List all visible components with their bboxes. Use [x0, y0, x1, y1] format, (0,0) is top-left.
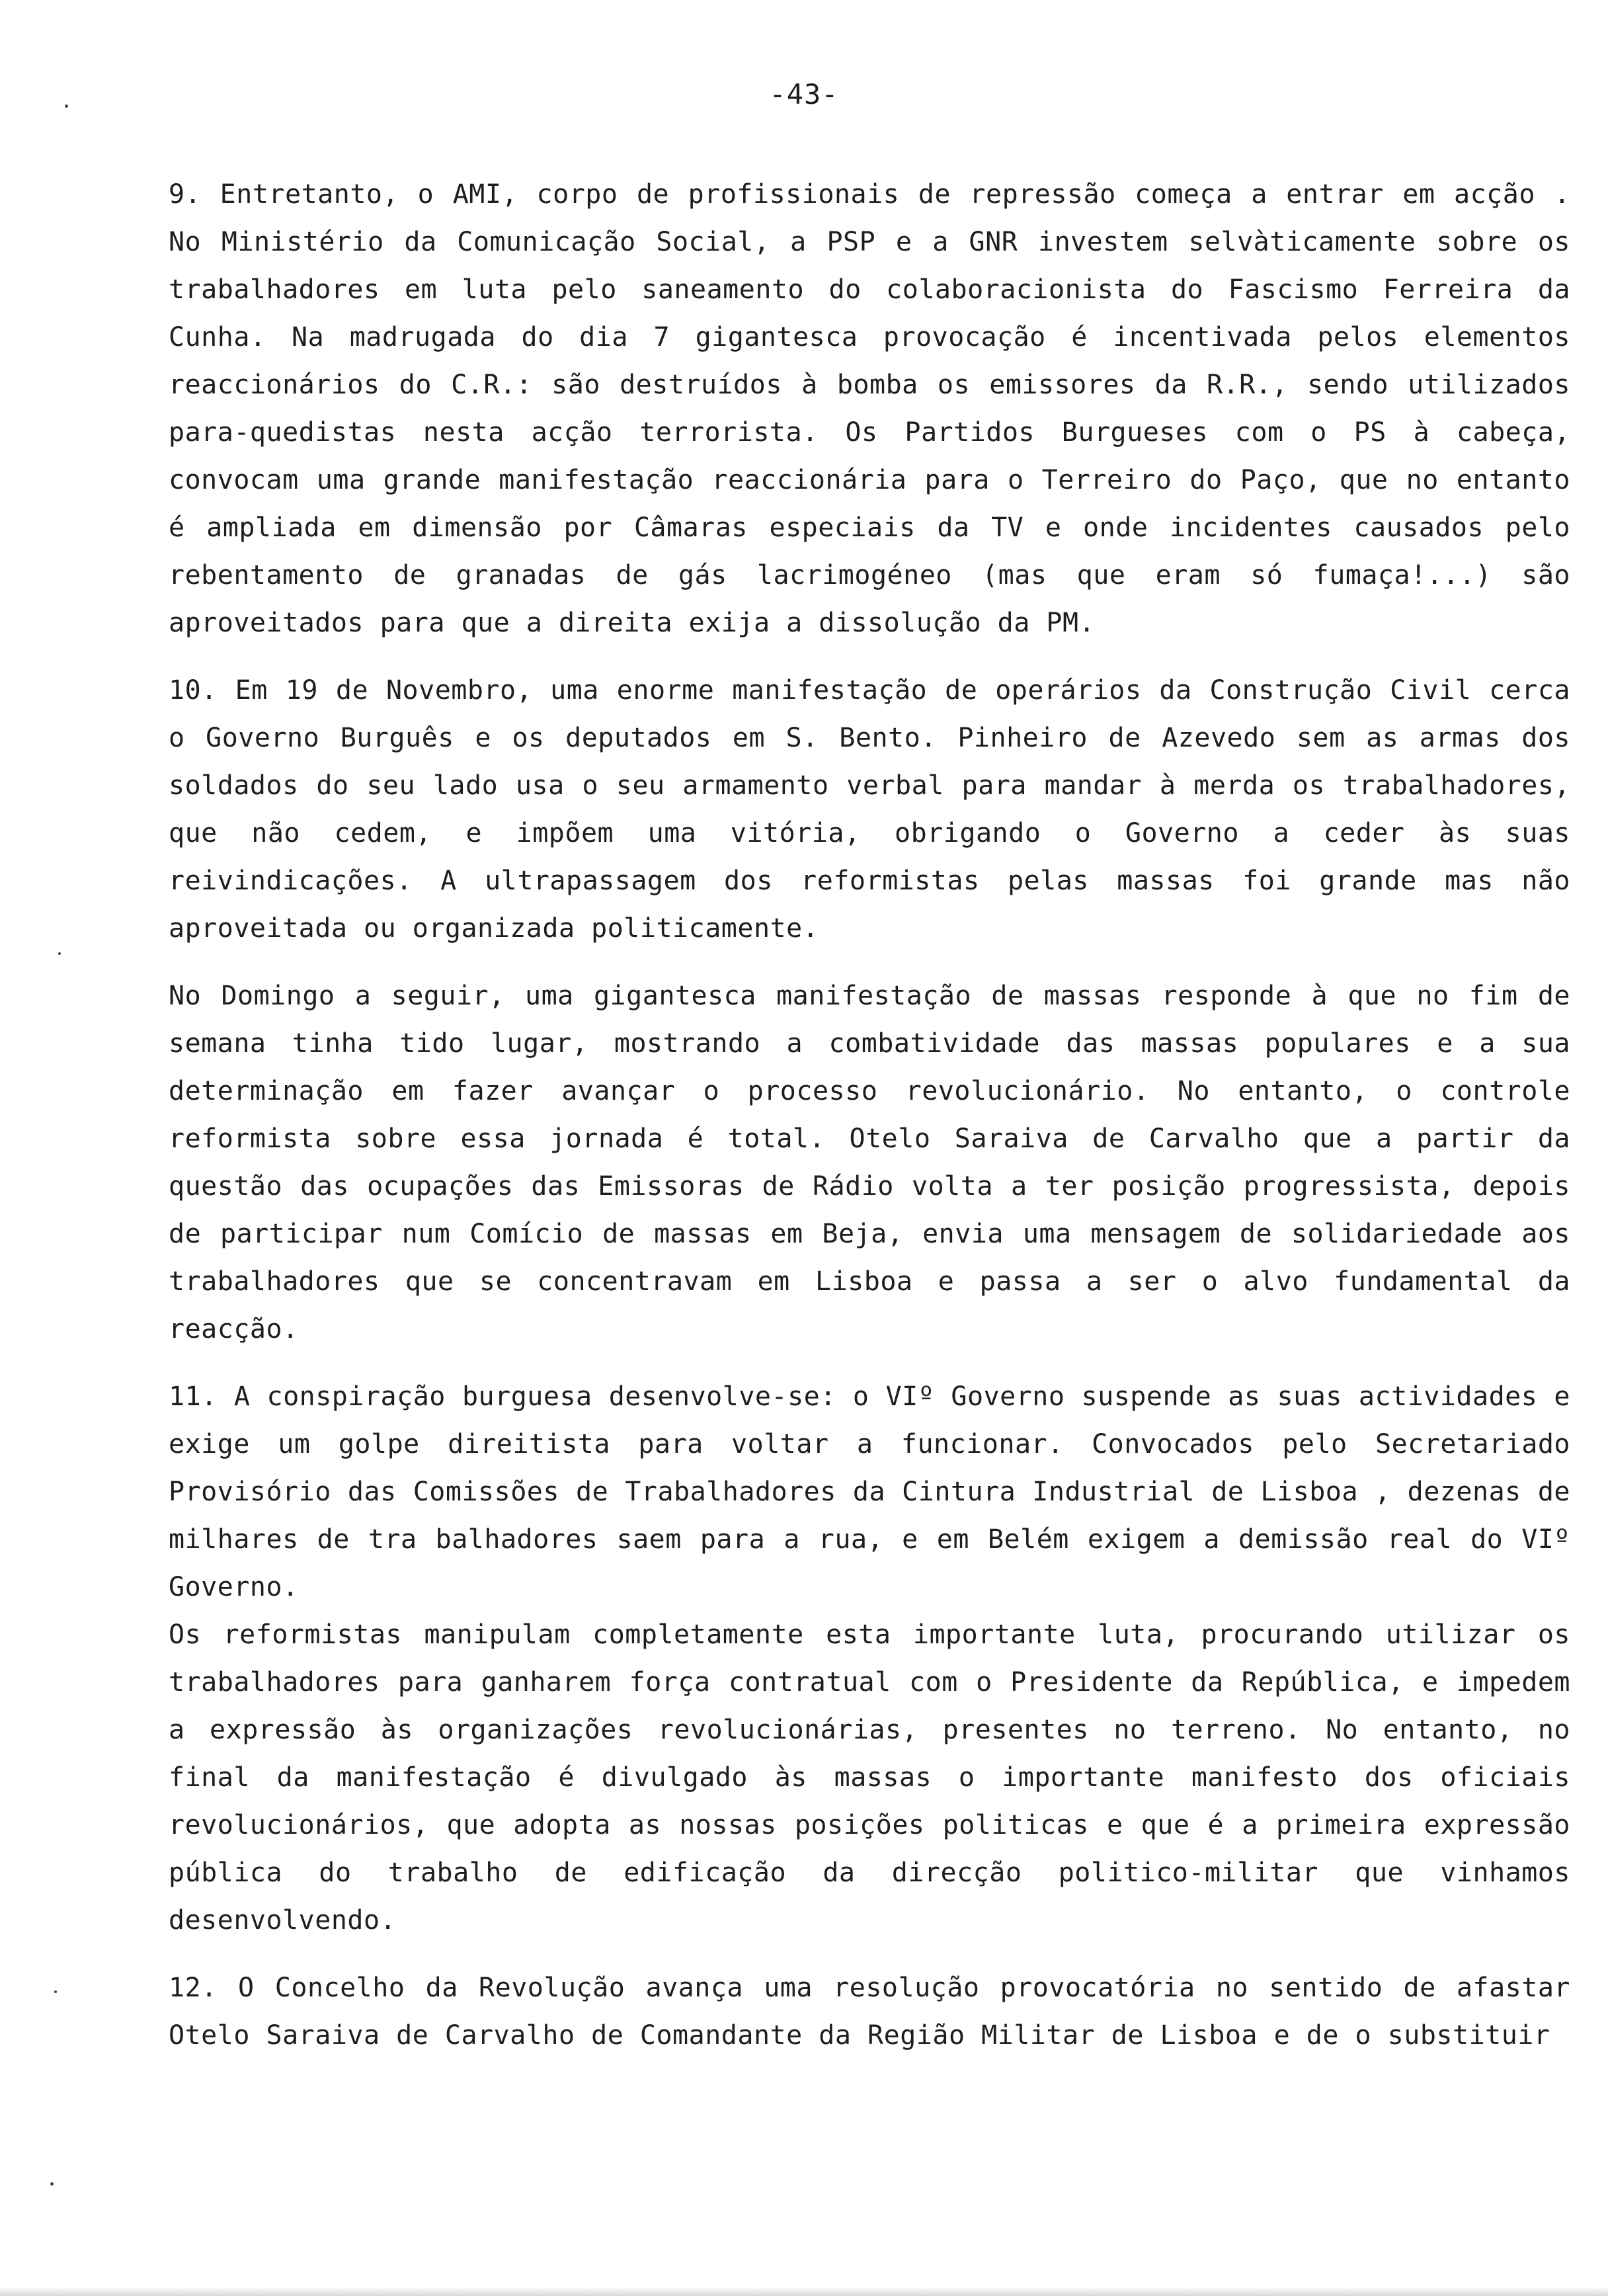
paragraph-11: 11. A conspiração burguesa desenvolve-se: o VIº Governo suspende as suas actividades e exige um golpe direitista para voltar a funcionar. Convocados pelo Secretariado Provisório das Comissões de Trabalhadores da Cintura Industrial de Lisboa , dezenas de milhares de tra balhadores saem para a rua, e em Belém exigem a demissão real do VIº Governo. — [169, 1381, 1570, 1602]
paragraph-gap — [169, 1353, 1570, 1373]
document-body — [169, 171, 1570, 2059]
paragraph-10: 10. Em 19 de Novembro, uma enorme manifestação de operários da Construção Civil cerca o Governo Burguês e os deputados em S. Bento. Pinheiro de Azevedo sem as armas dos soldados do seu lado usa o seu armamento verbal para mandar à merda os trabalhadores, que não cedem, e impõem uma vitória, obrigando o Governo a ceder às suas reivindicações. A ultrapassagem dos reformistas pelas massas foi grande mas não aproveitada ou organizada politicamente. — [169, 675, 1570, 944]
scan-bottom-edge — [0, 2287, 1608, 2296]
paragraph-gap — [169, 1944, 1570, 1964]
scan-speck — [54, 1990, 57, 1993]
paragraph-9: 9. Entretanto, o AMI, corpo de profissionais de repressão começa a entrar em acção . No Ministério da Comunicação Social, a PSP e a GNR investem selvàticamente sobre os trabalhadores em luta pelo saneamento do colaboracionista do Fascismo Ferreira da Cunha. Na madrugada do dia 7 gigantesca provocação é incentivada pelos elementos reaccionários do C.R.: são destruídos à bomba os emissores da R.R., sendo utilizados para-quedistas nesta acção terrorista. Os Partidos Burgueses com o PS à cabeça, convocam uma grande manifestação reaccionária para o Terreiro do Paço, que no entanto é ampliada em dimensão por Câmaras especiais da TV e onde incidentes causados pelo rebentamento de granadas de gás lacrimogéneo (mas que eram só fumaça!...) são aproveitados para que a direita exija a dissolução da PM. — [169, 179, 1570, 638]
paragraph-gap — [169, 647, 1570, 667]
paragraph-domingo: No Domingo a seguir, uma gigantesca manifestação de massas responde à que no fim de semana tinha tido lugar, mostrando a combatividade das massas populares e a sua determinação em fazer avançar o processo revolucionário. No entanto, o controle reformista sobre essa jornada é total. Otelo Saraiva de Carvalho que a partir da questão das ocupações das Emissoras de Rádio volta a ter posição progressista, depois de participar num Comício de massas em Beja, envia uma mensagem de solidariedade aos trabalhadores que se concentravam em Lisboa e passa a ser o alvo fundamental da reacção. — [169, 981, 1570, 1344]
scan-speck — [50, 2182, 54, 2186]
paragraph-12: 12. O Concelho da Revolução avança uma resolução provocatória no sentido de afastar Otelo Saraiva de Carvalho de Comandante da Região Militar de Lisboa e de o substituir — [169, 1973, 1570, 2051]
scan-speck — [65, 104, 68, 108]
paragraph-reformistas: Os reformistas manipulam completamente esta importante luta, procurando utilizar os trabalhadores para ganharem força contratual com o Presidente da República, e impedem a expressão às organizações revolucionárias, presentes no terreno. No entanto, no final da manifestação é divulgado às massas o importante manifesto dos oficiais revolucionários, que adopta as nossas posições politicas e que é a primeira expressão pública do trabalho de edificação da direcção politico-militar que vinhamos desenvolvendo. — [169, 1620, 1570, 1936]
paragraph-gap — [169, 952, 1570, 972]
scan-speck — [58, 952, 61, 955]
page-number: -43- — [769, 78, 839, 110]
